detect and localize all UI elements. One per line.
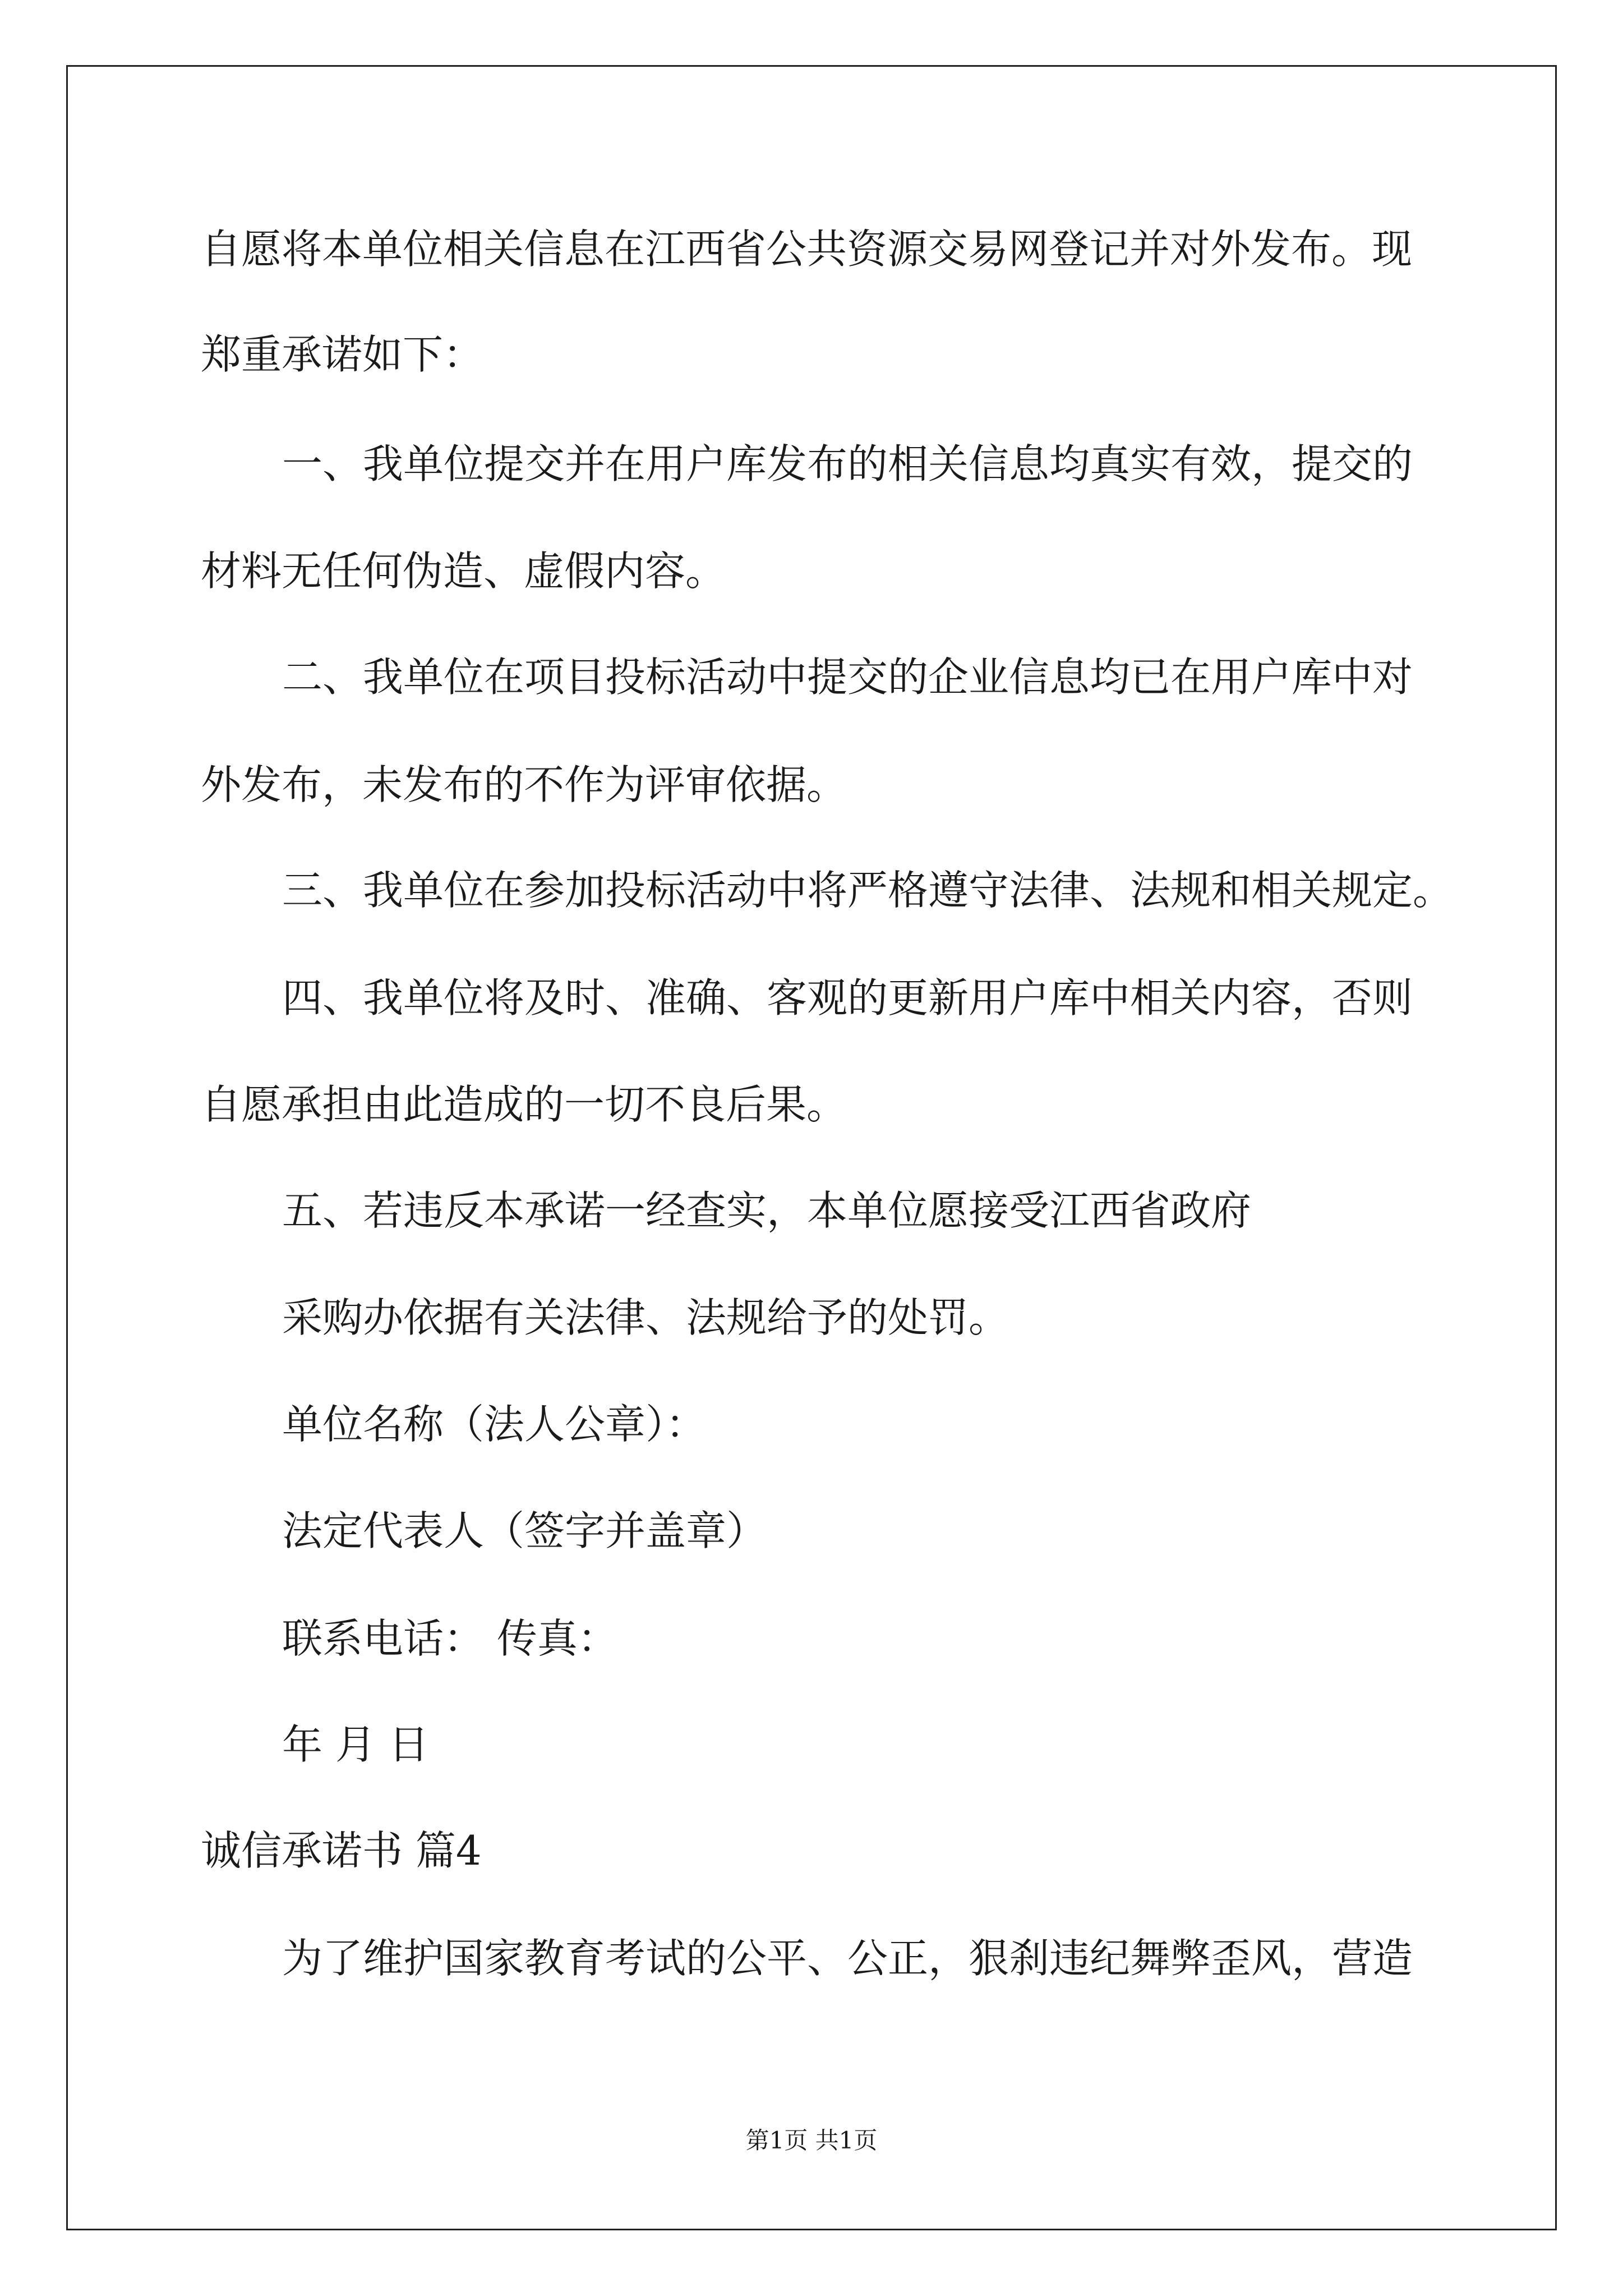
legal-representative-label: 法定代表人（签字并盖章） [282,1507,767,1554]
unit-name-label: 单位名称（法人公章）： [282,1401,707,1448]
section-heading: 诚信承诺书 篇4 [201,1827,482,1874]
clause-5-line-2: 采购办依据有关法律、法规给予的处罚。 [282,1294,1009,1341]
clause-1-line-1: 一、我单位提交并在用户库发布的相关信息均真实有效，提交的 [282,440,1413,487]
contact-label: 联系电话： 传真： [282,1615,618,1662]
page-footer: 第1页 共1页 [745,2127,878,2154]
clause-1-line-2: 材料无任何伪造、虚假内容。 [201,547,726,595]
body-line-1: 自愿将本单位相关信息在江西省公共资源交易网登记并对外发布。现 [201,226,1413,273]
clause-2-line-1: 二、我单位在项目投标活动中提交的企业信息均已在用户库中对 [282,654,1413,701]
clause-4-line-2: 自愿承担由此造成的一切不良后果。 [201,1081,847,1128]
section-body-line-1: 为了维护国家教育考试的公平、公正，狠刹违纪舞弊歪风，营造 [282,1935,1413,1982]
clause-5-line-1: 五、若违反本承诺一经查实，本单位愿接受江西省政府 [282,1187,1252,1234]
page-frame [66,65,1557,2230]
clause-3-line-1: 三、我单位在参加投标活动中将严格遵守法律、法规和相关规定。 [282,867,1454,914]
clause-2-line-2: 外发布，未发布的不作为评审依据。 [201,761,847,808]
body-line-2: 郑重承诺如下： [201,331,484,378]
clause-4-line-1: 四、我单位将及时、准确、客观的更新用户库中相关内容，否则 [282,974,1413,1022]
date-label: 年 月 日 [282,1721,429,1768]
